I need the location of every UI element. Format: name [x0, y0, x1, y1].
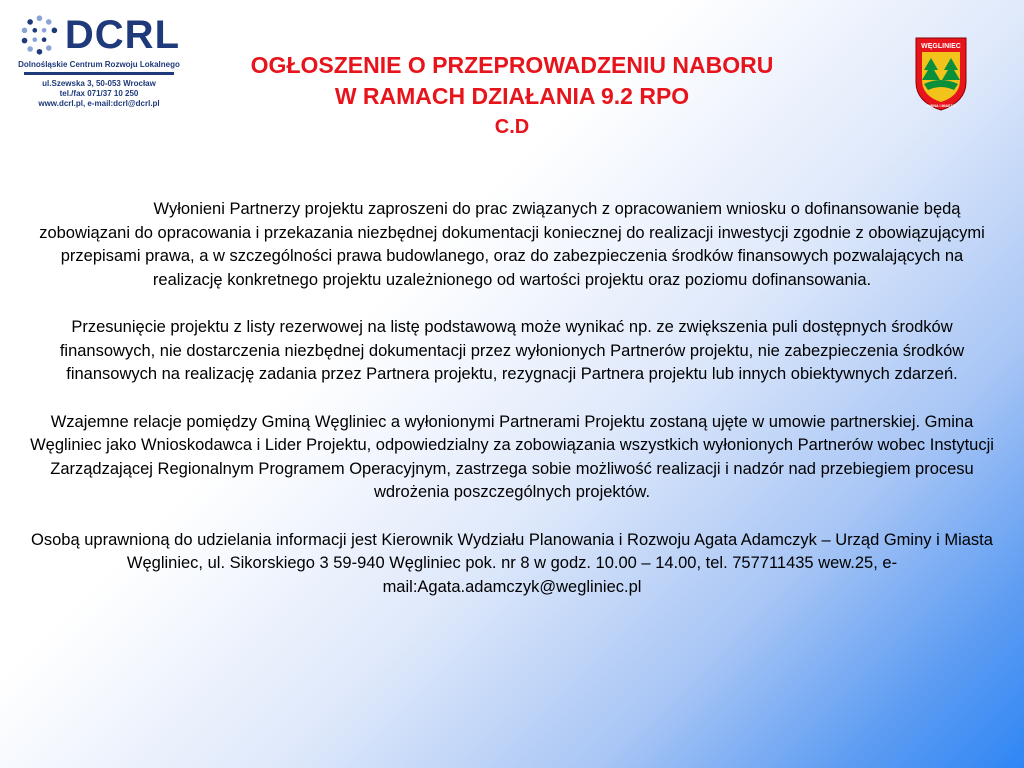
logo-address-line: ul.Szewska 3, 50-053 Wrocław	[42, 79, 156, 88]
logo-text: DCRL	[64, 13, 180, 57]
paragraph-contact-info: Osobą uprawnioną do udzielania informacji jest Kierownik Wydziału Planowania i Rozwoju Agata Adamczyk – Urząd Gminy i Miasta Węgliniec, ul. Sikorskiego 3 59-940 Węgliniec pok. nr 8 w godz. 10.00 – 14.00, tel. 757711435 wew.25, e-mail:Agata.adamczyk@wegliniec.pl	[31, 530, 993, 596]
paragraph-reserve-list: Przesunięcie projektu z listy rezerwowej na listę podstawową może wynikać np. ze zwiększenia puli dostępnych środków finansowych, nie dostarczenia niezbędnej dokumentacji przez wyłonionych Partnerów projektu, nie zabezpieczenia środków finansowych na realizację zadania przez Partnera projektu, rezygnacji Partnera projektu lub innych obiektywnych zdarzeń.	[59, 318, 965, 383]
logo-phone-line: tel./fax 071/37 10 250	[59, 89, 139, 98]
title-line-2: W RAMACH DZIAŁANIA 9.2 RPO	[334, 83, 690, 109]
logo-mark	[18, 12, 180, 58]
logo-full-name: Dolnośląskie Centrum Rozwoju Lokalnego	[18, 60, 180, 69]
dots-icon	[18, 12, 61, 58]
announcement-title	[180, 50, 844, 143]
announcement-body	[30, 198, 994, 623]
crest-bottom-text: GMINA I MIASTO	[926, 104, 956, 108]
title-line-3: C.D	[494, 116, 530, 138]
wegliniec-crest-icon	[914, 36, 968, 112]
crest-text: WĘGLINIEC	[921, 43, 961, 50]
dcrl-logo	[18, 12, 180, 109]
title-line-1: OGŁOSZENIE O PRZEPROWADZENIU NABORU	[250, 52, 774, 78]
logo-divider	[24, 72, 174, 75]
paragraph-partnership-agreement: Wzajemne relacje pomiędzy Gminą Węgliniec a wyłonionymi Partnerami Projektu zostaną ujęte w umowie partnerskiej. Gmina Węgliniec jako Wnioskodawca i Lider Projektu, odpowiedzialny za zobowiązania wszystkich wyłonionych Partnerów wobec Instytucji Zarządzającej Regionalnym Programem Operacyjnym, zastrzega sobie możliwość realizacji i nadzór nad przebiegiem procesu wdrożenia poszczególnych projektów.	[30, 412, 994, 501]
paragraph-partners-obligations: Wyłonieni Partnerzy projektu zaproszeni do prac związanych z opracowaniem wniosku o dofinansowanie będą zobowiązani do opracowania i przekazania niezbędnej dokumentacji koniecznej do realizacji inwestycji zgodnie z obowiązującymi przepisami prawa, a w szczególności prawa budowlanego, oraz do zabezpieczenia środków finansowych pozwalających na realizację konkretnego projektu uzależnionego od wartości projektu oraz poziomu dofinansowania.	[39, 200, 985, 289]
logo-web-line: www.dcrl.pl, e-mail:dcrl@dcrl.pl	[38, 99, 160, 108]
